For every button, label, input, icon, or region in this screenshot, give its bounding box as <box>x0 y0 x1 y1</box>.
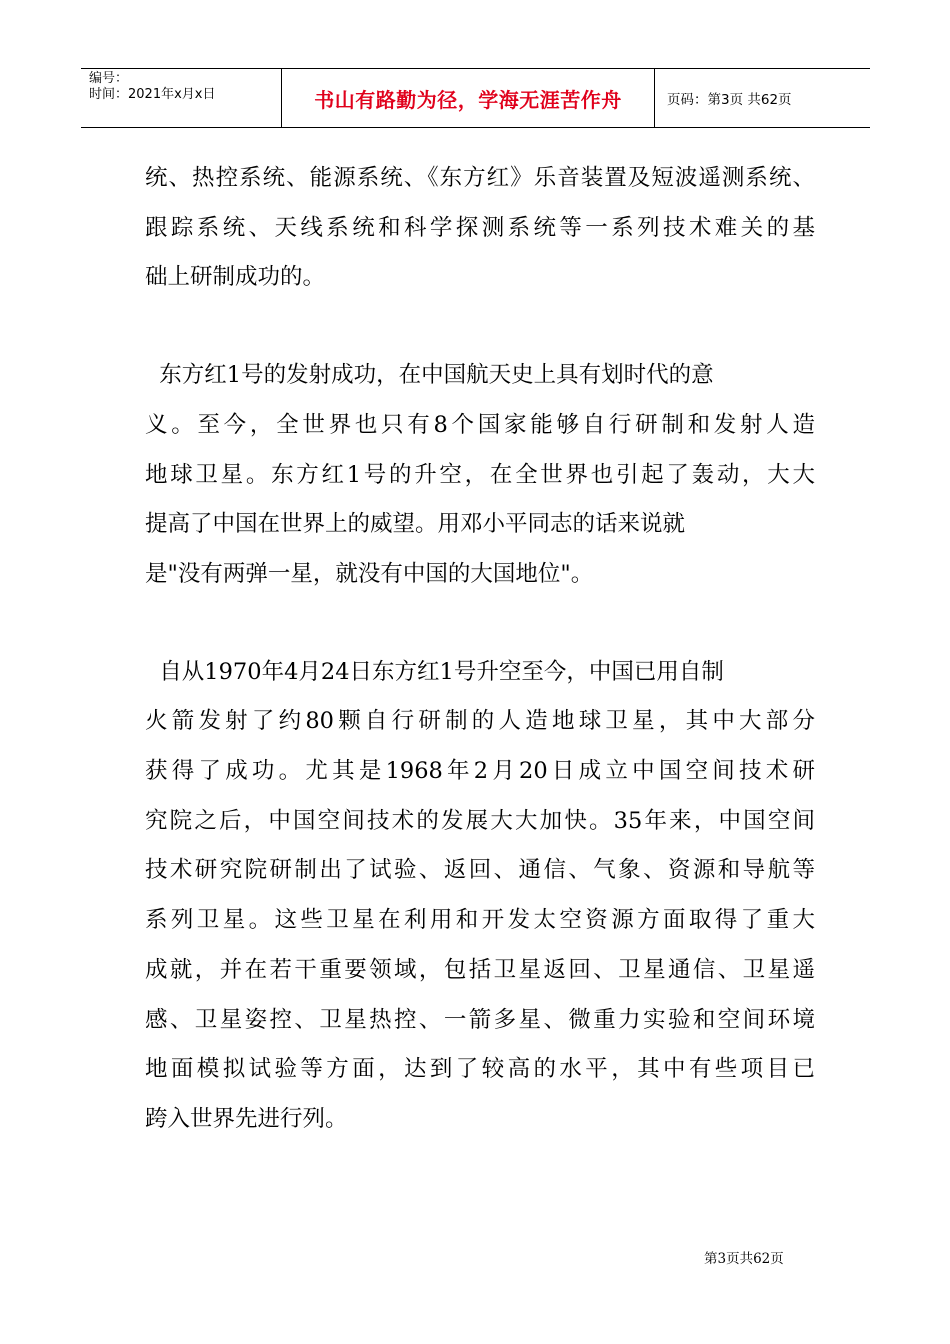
paragraph-1 <box>145 154 815 303</box>
paragraph-3 <box>145 648 815 1145</box>
text-line: 东方红1号的发射成功，在中国航天史上具有划时代的意 <box>145 362 714 389</box>
header-page-info: 页码：第3页 共62页 <box>667 92 792 108</box>
text-line: 跨入世界先进行列。 <box>145 1105 348 1132</box>
text-line: 火箭发射了约80颗自行研制的人造地球卫星，其中大部分 <box>145 708 815 735</box>
text-line: 础上研制成功的。 <box>145 264 326 291</box>
header-meta <box>81 69 282 127</box>
text-line: 统、热控系统、能源系统、《东方红》乐音装置及短波遥测系统、 <box>145 165 815 191</box>
text-line: 自从1970年4月24日东方红1号升空至今，中国已用自制 <box>145 658 724 685</box>
document-date-label: 时间：2021年x月x日 <box>89 87 216 102</box>
paragraph-2 <box>145 351 815 600</box>
text-line: 义。至今，全世界也只有8个国家能够自行研制和发射人造 <box>145 411 815 438</box>
text-line: 提高了中国在世界上的威望。用邓小平同志的话来说就 <box>145 511 686 538</box>
text-line: 地球卫星。东方红1号的升空，在全世界也引起了轰动，大大 <box>145 461 815 488</box>
document-number-label: 编号： <box>89 71 129 86</box>
text-line: 究院之后，中国空间技术的发展大大加快。35年来，中国空间 <box>145 807 815 834</box>
document-body <box>145 154 815 1145</box>
text-line: 地面模拟试验等方面，达到了较高的水平，其中有些项目已 <box>145 1056 815 1083</box>
text-line: 技术研究院研制出了试验、返回、通信、气象、资源和导航等 <box>145 857 815 884</box>
text-line: 获得了成功。尤其是1968年2月20日成立中国空间技术研 <box>145 758 815 785</box>
page-header <box>81 68 870 128</box>
text-line: 跟踪系统、天线系统和科学探测系统等一系列技术难关的基 <box>145 214 815 241</box>
text-line: 感、卫星姿控、卫星热控、一箭多星、微重力实验和空间环境 <box>145 1006 815 1033</box>
header-motto: 书山有路勤为径，学海无涯苦作舟 <box>282 69 655 127</box>
text-line: 系列卫星。这些卫星在利用和开发太空资源方面取得了重大 <box>145 907 815 934</box>
page-footer: 第3页共62页 <box>704 1251 784 1267</box>
text-line: 是"没有两弹一星，就没有中国的大国地位"。 <box>145 560 594 587</box>
text-line: 成就，并在若干重要领域，包括卫星返回、卫星通信、卫星遥 <box>145 956 815 983</box>
